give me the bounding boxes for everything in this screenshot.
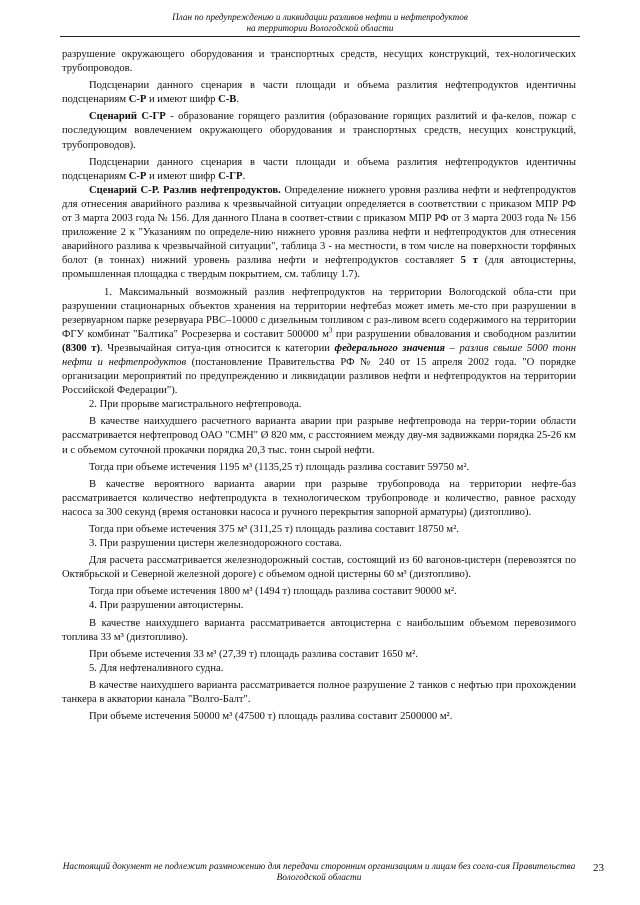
header-line-1: План по предупреждению и ликвидации разливов нефти и нефтепродуктов	[172, 12, 468, 22]
paragraph: 4. При разрушении автоцистерны.	[89, 600, 244, 612]
page-footer: Настоящий документ не подлежит размножению для передачи сторонним организациям и лицам без согла-сия Правительства Вологодской области	[62, 862, 576, 883]
paragraph: В качестве вероятного варианта аварии при разрыве трубопровода на территории нефте-баз рассматривается количество нефтепродукта в технологическом трубопроводе и количество, равное расходу насоса за 300 секунд (время остановки насоса и ручного перекрытия запорной арматуры) (дизтопливо).	[62, 478, 576, 518]
paragraph: разрушение окружающего оборудования и транспортных средств, несущих конструкций, тех-нологических трубопроводов.	[62, 49, 576, 75]
paragraph: Сценарий С-Р. Разлив нефтепродуктов. Определение нижнего уровня разлива нефти и нефтепродуктов для отнесения аварийного разлива к чрезвычайной ситуации определяется в соответствии с приказом МПР РФ от 3 марта 2003 года № 156. Для данного Плана в соответ-ствии с приказом МПР РФ от 3 марта 2003 года № 156 приложение 2 к "Указаниям по определе-нию нижнего уровня разлива нефти и нефтепродуктов для отнесения аварийного разлива к чрезвычайной ситуации", таблица 3 - на местности, в том числе на поверхности торфяных болот (в тоннах) нижний уровень разлива нефти и нефтепродуктов составляет 5 т (для автоцистерны, промышленная площадка с твердым покрытием, см. таблицу 1.7).	[62, 184, 576, 281]
paragraph: 3. При разрушении цистерн железнодорожного состава.	[89, 538, 342, 550]
paragraph: 5. Для нефтеналивного судна.	[89, 662, 224, 674]
paragraph: В качестве наихудшего варианта рассматривается автоцистерна с наибольшим объемом перевозимого топлива 33 м³ (дизтопливо).	[62, 617, 576, 643]
paragraph: 1. Максимальный возможный разлив нефтепродуктов на территории Вологодской обла-сти при разрушении стационарных объектов хранения на территории нефтебаз может иметь ме-сто при разрушении в резервуарном парке резервуара РВС–10000 с дизельным топливом с раз-ливом всего содержимого на территории ФГУ комбинат "Балтика" Росрезерва и составит 500000 $м^3$ при разрушении обвалования и свободном разлитии (8300 т). Чрезвычайная ситуа-ция относится к категории федерального значения – разлив свыше 5000 тонн нефти и нефтепродуктов (постановление Правительства РФ № 240 от 15 апреля 2002 года. "О порядке организации мероприятий по предупреждению и ликвидации разливов нефти и нефтепродуктов на территории Российской Федерации").	[62, 286, 576, 397]
paragraph: Сценарий С-ГР - образование горящего разлития (образование горящих разлитий и фа-келов, пожар с последующим вовлечением окружающего оборудования и транспортных средств, несущих конструкций, трубопроводов).	[62, 111, 576, 151]
document-body	[62, 48, 576, 724]
paragraph: При объеме истечения 50000 м³ (47500 т) площадь разлива составит 2500000 м².	[89, 711, 453, 723]
paragraph: Подсценарии данного сценария в части площади и объема разлития нефтепродуктов идентичны подсценариям С-Р и имеют шифр С-ГР.	[62, 156, 576, 182]
paragraph: 2. При прорыве магистрального нефтепровода.	[89, 399, 302, 411]
paragraph: Подсценарии данного сценария в части площади и объема разлития нефтепродуктов идентичны подсценариям С-Р и имеют шифр С-В.	[62, 80, 576, 106]
paragraph: Для расчета рассматривается железнодорожный состав, состоящий из 60 вагонов-цистерн (перевозятся по Октябрьской и Северной железной дороге) с объемом одной цистерны 60 м³ (дизтопливо).	[62, 555, 576, 581]
page-number: 23	[593, 862, 604, 874]
header-rule	[60, 36, 580, 37]
paragraph: В качестве наихудшего расчетного варианта аварии при разрыве нефтепровода на терри-тории области рассматривается нефтепровод ОАО "СМН" Ø 820 мм, с расстоянием между дву-мя задвижками порядка 25-26 км и с объемом суточной прокачки порядка 20,3 тыс. тонн сырой нефти.	[62, 416, 576, 456]
paragraph: Тогда при объеме истечения 375 м³ (311,25 т) площадь разлива составит 18750 м².	[89, 524, 459, 535]
paragraph: Тогда при объеме истечения 1800 м³ (1494 т) площадь разлива составит 90000 м².	[89, 586, 457, 598]
header-line-2: на территории Вологодской области	[246, 23, 394, 33]
paragraph: При объеме истечения 33 м³ (27,39 т) площадь разлива составит 1650 м².	[89, 648, 418, 660]
page-header	[0, 12, 640, 34]
paragraph: В качестве наихудшего варианта рассматривается полное разрушение 2 танков с нефтью при прохождении танкера в акватории канала "Волго-Балт".	[62, 679, 576, 706]
paragraph: Тогда при объеме истечения 1195 м³ (1135,25 т) площадь разлива составит 59750 м².	[89, 461, 470, 473]
